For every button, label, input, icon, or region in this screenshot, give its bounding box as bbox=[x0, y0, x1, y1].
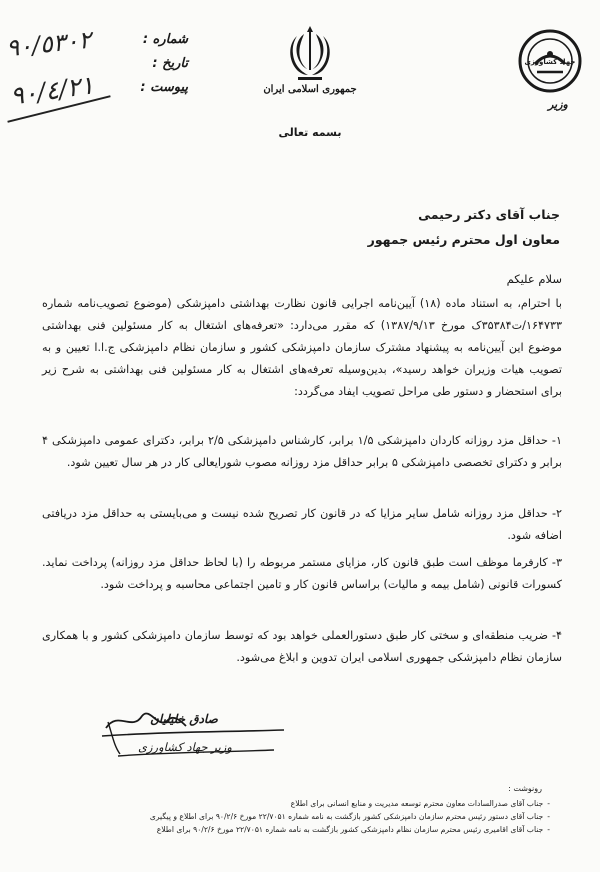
handwritten-letter-number: ٩٠/٥٣٠٢ bbox=[4, 25, 93, 63]
org-role-label: وزیر bbox=[548, 98, 568, 111]
meta-label-date: تاریخ : bbox=[152, 56, 188, 71]
ministry-logo-label: جهاد کشاورزی bbox=[524, 58, 576, 66]
cc-heading: رونوشت : bbox=[508, 784, 542, 793]
clause-3: ۳- کارفرما موظف است طبق قانون کار، مزایای مستمر مربوطه را (با لحاظ حداقل مزد روزانه) پرداخت نماید. کسورات قانونی (شامل بیمه و مالیات) براساس قانون کار و تامین اجتماعی محاسبه و پرداخت شود. bbox=[42, 556, 562, 591]
iran-emblem-icon bbox=[284, 22, 336, 84]
cc-item: -جناب آقای دستور رئیس محترم سازمان دامپزشکی کشور بازگشت به نامه شماره ۲۲/۷۰۵۱ مورخ ۹۰/۲/۶ برای اطلاع و پیگیری bbox=[149, 812, 550, 821]
signatory-name: صادق خلیلیان bbox=[150, 712, 218, 726]
clause-4: ۴- ضریب منطقه‌ای و سختی کار طبق دستورالعملی خواهد بود که توسط سازمان دامپزشکی کشور و با همکاری سازمان نظام دامپزشکی جمهوری اسلامی ایران تدوین و ابلاغ می‌شود. bbox=[42, 629, 562, 664]
cc-item: -جناب آقای اقامیری رئیس محترم سازمان نظام دامپزشکی کشور بازگشت به نامه شماره ۲۲/۷۰۵۱ مورخ ۹۰/۲/۶ برای اطلاع bbox=[156, 825, 550, 834]
bismillah-heading: بسمه تعالی bbox=[278, 126, 342, 139]
intro-paragraph: با احترام، به استناد ماده (۱۸) آیین‌نامه اجرایی قانون نظارت بهداشتی دامپزشکی (موضوع تصویب‌نامه شماره ۱۶۴۷۳۳/ت۳۵۳۸۴ک مورخ ۱۳۸۷/۹/۱۳) که مقرر می‌دارد: «تعرفه‌های اشتغال به کار مسئولین فنی بهداشتی موضوع این آیین‌نامه به پیشنهاد مشترک سازمان دامپزشکی کشور و سازمان نظام دامپزشکی ج.ا.ا تعیین و به تصویب هیات وزیران خواهد رسید»، بدین‌وسیله تعرفه‌های اشتغال به کار مسئولین فنی بهداشتی به شرح زیر برای استحضار و دستور طی مراحل تصویب ایفاد می‌گردد: bbox=[42, 297, 562, 398]
greeting: سلام علیکم bbox=[506, 272, 562, 286]
clause-2: ۲- حداقل مزد روزانه شامل سایر مزایا که در قانون کار تصریح شده نیست و می‌بایستی به حداقل مزد دریافتی اضافه شود. bbox=[42, 507, 562, 542]
recipient-name: جناب آقای دکتر رحیمی bbox=[418, 207, 560, 222]
handwritten-letter-date: ٩٠/٤/٢١ bbox=[8, 70, 96, 111]
clause-1: ۱- حداقل مزد روزانه کاردان دامپزشکی ۱/۵ برابر، کارشناس دامپزشکی ۲/۵ برابر، دکترای عمومی دامپزشکی ۴ برابر و دکترای تخصصی دامپزشکی ۵ برابر حداقل مزد روزانه مصوب شورایعالی کار در هر سال تعیین شود. bbox=[42, 434, 562, 469]
meta-label-number: شماره : bbox=[142, 32, 188, 47]
letter-meta-labels bbox=[118, 28, 188, 100]
meta-label-attachment: پیوست : bbox=[140, 80, 188, 95]
emblem-caption: جمهوری اسلامی ایران bbox=[263, 84, 357, 95]
cc-item: -جناب آقای صدرالسادات معاون محترم توسعه مدیریت و منابع انسانی برای اطلاع bbox=[290, 799, 550, 808]
signatory-title: وزیر جهاد کشاورزی bbox=[138, 740, 232, 754]
recipient-title: معاون اول محترم رئیس جمهور bbox=[367, 232, 560, 247]
cc-list bbox=[30, 797, 550, 836]
